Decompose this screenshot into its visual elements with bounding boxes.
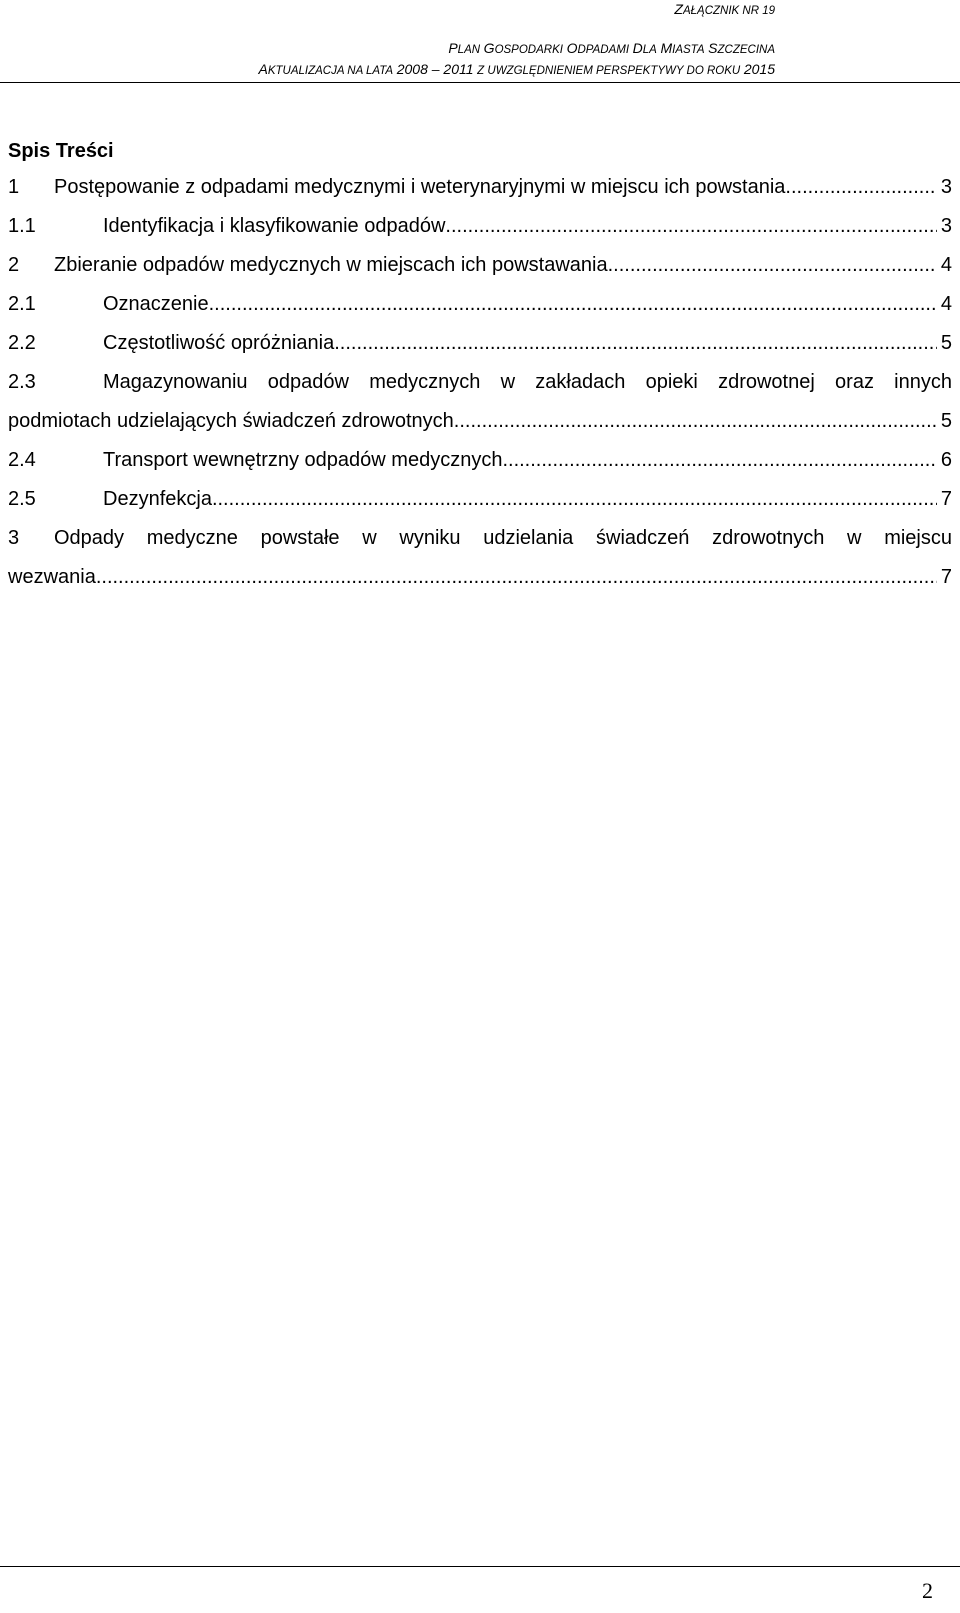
toc-entry[interactable] (8, 212, 952, 240)
toc-entry-number: 2 (8, 254, 20, 276)
toc-entry-line2[interactable] (8, 563, 952, 591)
header-attachment: ZAŁĄCZNIK NR 19 (674, 1, 775, 17)
toc-entry[interactable] (8, 446, 952, 474)
leader-dots (445, 212, 936, 240)
toc-entry-number: 3 (8, 527, 20, 549)
toc-entry-number: 1.1 (8, 215, 36, 237)
toc-entry[interactable] (8, 251, 952, 279)
toc-entry-page: 3 (940, 215, 952, 237)
toc-entry-text: Dezynfekcja (103, 488, 212, 510)
toc-entry-text: Częstotliwość opróżniania (103, 332, 335, 354)
toc-entry-line1[interactable] (8, 524, 952, 552)
toc-entry-number: 2.2 (8, 332, 36, 354)
toc-entry[interactable] (8, 173, 952, 201)
toc-entry-text: Identyfikacja i klasyfikowanie odpadów (103, 215, 446, 237)
toc-entry[interactable] (8, 290, 952, 318)
toc-entry-page: 7 (940, 566, 952, 588)
leader-dots (209, 290, 937, 318)
toc-entry-line1[interactable] (8, 368, 952, 396)
toc-entry-text: wezwania (8, 566, 96, 588)
toc-entry-number: 2.3 (8, 371, 36, 393)
toc-entry-page: 7 (940, 488, 952, 510)
toc-entry-text: Postępowanie z odpadami medycznymi i weterynaryjnymi w miejscu ich powstania (54, 176, 786, 198)
leader-dots (785, 173, 936, 201)
footer-divider (0, 1566, 960, 1567)
leader-dots (454, 407, 937, 435)
toc-entry-number: 1 (8, 176, 20, 198)
toc-entry[interactable] (8, 485, 952, 513)
toc-entry[interactable] (8, 329, 952, 357)
header-divider (0, 82, 960, 83)
toc-entry-number: 2.4 (8, 449, 36, 471)
toc-entry-line2[interactable] (8, 407, 952, 435)
leader-dots (96, 563, 937, 591)
toc-entry-page: 5 (940, 410, 952, 432)
toc-entry-number: 2.1 (8, 293, 36, 315)
toc-entry-page: 4 (940, 254, 952, 276)
toc-entry-text: Transport wewnętrzny odpadów medycznych (103, 449, 503, 471)
toc-title: Spis Treści (8, 140, 114, 162)
leader-dots (212, 485, 937, 513)
toc-entry-page: 3 (940, 176, 952, 198)
header-plan-title: PLAN GOSPODARKI ODPADAMI DLA MIASTA SZCZECINA (448, 40, 775, 56)
toc-entry-text: Oznaczenie (103, 293, 209, 315)
toc-entry-page: 5 (940, 332, 952, 354)
leader-dots (608, 251, 937, 279)
leader-dots (502, 446, 936, 474)
toc-entry-number: 2.5 (8, 488, 36, 510)
header-update-title: AKTUALIZACJA NA LATA 2008 – 2011 Z UWZGLĘDNIENIEM PERSPEKTYWY DO ROKU 2015 (258, 61, 775, 77)
toc-entry-text: Zbieranie odpadów medycznych w miejscach ich powstawania (54, 254, 608, 276)
toc-entry-text: podmiotach udzielających świadczeń zdrowotnych (8, 410, 454, 432)
page-number: 2 (922, 1578, 933, 1603)
leader-dots (334, 329, 937, 357)
toc-entry-page: 4 (940, 293, 952, 315)
toc-entry-text: Magazynowaniu odpadów medycznych w zakładach opieki zdrowotnej oraz innych (103, 371, 952, 393)
toc-entry-text: Odpady medyczne powstałe w wyniku udzielania świadczeń zdrowotnych w miejscu (54, 527, 952, 549)
toc-entry-page: 6 (940, 449, 952, 471)
